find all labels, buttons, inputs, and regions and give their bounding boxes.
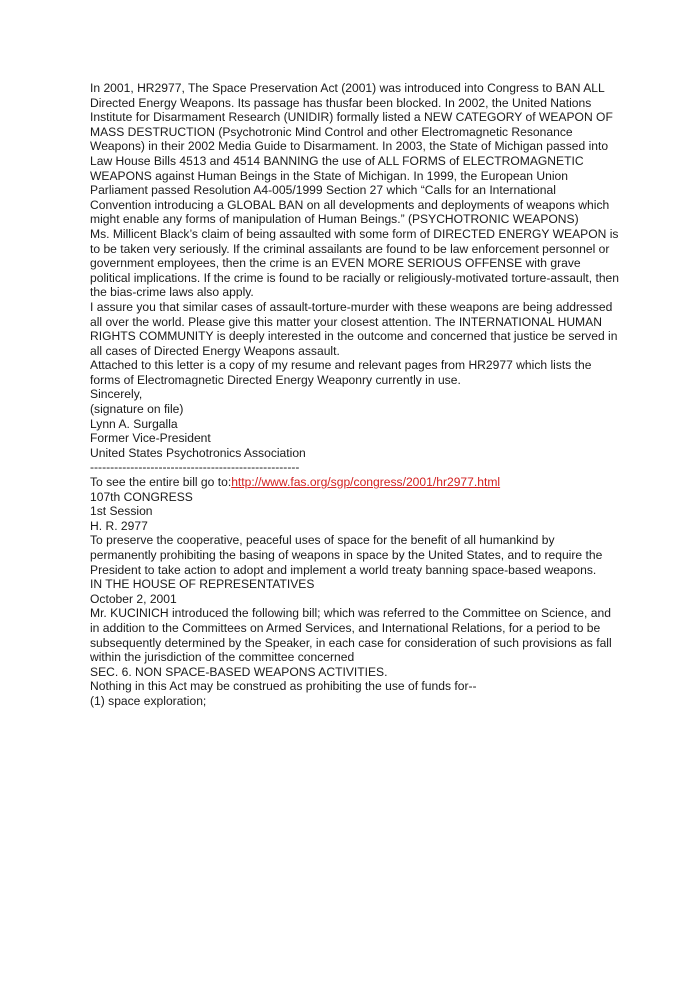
paragraph-attachment: Attached to this letter is a copy of my resume and relevant pages from HR2977 which lists the forms of Electromagnetic Directed Energy Weaponry currently in use. [90,358,592,387]
bill-purpose: To preserve the cooperative, peaceful uses of space for the benefit of all humankind by permanently prohibiting the basing of weapons in space by the United States, and to require the President to take action to adopt and implement a world treaty banning space-based weapons. [90,533,603,577]
bill-congress: 107th CONGRESS [90,489,193,504]
bill-date: October 2, 2001 [90,591,177,606]
bill-section-heading: SEC. 6. NON SPACE-BASED WEAPONS ACTIVITIES. [90,664,388,679]
bill-session: 1st Session [90,504,153,519]
signer-name: Lynn A. Surgalla [90,416,178,431]
paragraph-legislation-history: In 2001, HR2977, The Space Preservation Act (2001) was introduced into Congress to BAN ALL Directed Energy Weapons. Its passage has thusfar been blocked. In 2002, the United Nations Institute for Disarmament Research (UNIDIR) formally listed a NEW CATEGORY of WEAPON OF MASS DESTRUCTION (Psychotronic Mind Control and other Electromagnetic Resonance Weapons) in their 2002 Media Guide to Disarmament. In 2003, the State of Michigan passed into Law House Bills 4513 and 4514 BANNING the use of ALL FORMS of ELECTROMAGNETIC WEAPONS against Human Beings in the State of Michigan. In 1999, the European Union Parliament passed Resolution A4-005/1999 Section 27 which “Calls for an International Convention introducing a GLOBAL BAN on all developments and deployments of weapons which might enable any forms of manipulation of Human Beings.” (PSYCHOTRONIC WEAPONS) [90,81,613,227]
bill-introduction: Mr. KUCINICH introduced the following bill; which was referred to the Committee on Science, and in addition to the Committees on Armed Services, and International Relations, for a period to be subsequently determined by the Speaker, in each case for consideration of such provisions as fall within the jurisdiction of the committee concerned [90,606,612,665]
signer-organization: United States Psychotronics Association [90,445,306,460]
bill-link-line [90,475,620,490]
paragraph-assurance: I assure you that similar cases of assault-torture-murder with these weapons are being addressed all over the world. Please give this matter your closest attention. The INTERNATIONAL HUMAN RIGHTS COMMUNITY is deeply interested in the outcome and concerned that justice be served in all cases of Directed Energy Weapons assault. [90,299,618,358]
document-body [90,81,620,709]
closing-salutation: Sincerely, [90,387,143,402]
section-divider: ---------------------------------------------------- [90,460,300,475]
signer-role: Former Vice-President [90,431,211,446]
bill-house: IN THE HOUSE OF REPRESENTATIVES [90,577,315,592]
bill-section-item: (1) space exploration; [90,693,207,708]
paragraph-claim: Ms. Millicent Black’s claim of being assaulted with some form of DIRECTED ENERGY WEAPON is to be taken very seriously. If the criminal assailants are found to be law enforcement personnel or government employees, then the crime is an EVEN MORE SERIOUS OFFENSE with grave political implications. If the crime is found to be racially or religiously-motivated torture-assault, then the bias-crime laws also apply. [90,226,619,300]
bill-number: H. R. 2977 [90,518,148,533]
signature-note: (signature on file) [90,402,184,417]
bill-link-prefix: To see the entire bill go to: [90,475,232,490]
bill-section-text: Nothing in this Act may be construed as prohibiting the use of funds for-- [90,679,477,694]
bill-url-link[interactable]: http://www.fas.org/sgp/congress/2001/hr2977.html [231,475,501,490]
